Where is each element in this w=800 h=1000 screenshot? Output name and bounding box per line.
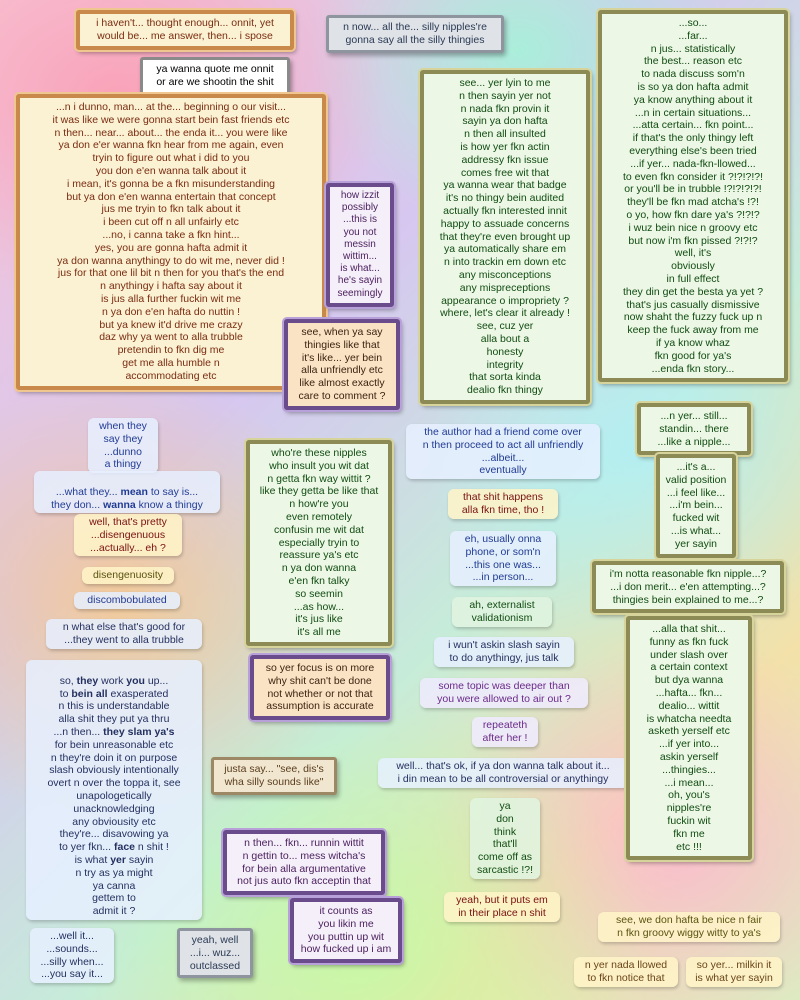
bubble-notta-reasonable: i'm notta reasonable fkn nipple...? ...i don merit... e'en attempting...? thingies bein explained to me...? [592, 561, 784, 613]
bubble-who-are-these-nipples: who're these nipples who insult you wit dat n getta fkn way wittit ? like they getta be like that n how're you even remotely confusin me wit dat especially tryin to reassure ya's etc n ya don wanna e'en fkn talky so seemin ...as how... it's jus like it's all me [246, 440, 392, 646]
text-what-else-good-for: n what else that's good for ...they went to alla trubble [46, 619, 202, 649]
text-puts-em: yeah, but it puts em in their place n shit [444, 892, 560, 922]
bubble-so-far: ...so... ...far... n jus... statistically the best... reason etc to nada discuss som'n is so ya don hafta admit ya know anything about it ...n in certain situations... ...atta certain... fkn point... if that's the only thingy left everything else's been tried ...if yer... nada-fkn-llowed... to even fkn consider it ?!?!?!?! or you'll be in trubble !?!?!?!?! they'll be fkn mad atcha's !?! o yo, how fkn dare ya's ?!?!? i wuz bein nice n groovy etc but now i'm fkn pissed ?!?!? well, it's obviously in full effect they din get the besta ya yet ? that's jus casually dismissive now shaht the fuzzy fuck up n keep the fuck away from me if ya know whaz fkn good for ya's ...enda fkn story... [598, 10, 788, 382]
bubble-lyin-to-me: see... yer lyin to me n then sayin yer not n nada fkn provin it sayin ya don hafta n then all insulted is how yer fkn actin addressy fkn issue comes free wit that ya wanna wear that badge it's no thingy bein audited actually fkn interested innit happy to assuade concerns that they're even brought up ya automatically share em n into trackin em down etc any misconceptions any mispreceptions appearance o impropriety ? where, let's clear it already ! see, cuz yer alla bout a honesty integrity that sorta kinda dealio fkn thingy [420, 70, 590, 404]
text-they-work-you-up [26, 660, 202, 920]
text-work-you-part7: sayin n try as ya might ya canna gettem to admit it ? [75, 853, 154, 918]
text-work-you-part1: so, [59, 674, 77, 687]
text-author-friend: the author had a friend come over n then proceed to act all unfriendly ...albeit... eventually [406, 424, 600, 479]
text-work-you-part6: n shit ! is what [74, 841, 169, 866]
text-discombobulated: discombobulated [74, 592, 180, 609]
text-sounds-silly: ...well it... ...sounds... ...silly when... ...you say it... [30, 928, 114, 983]
bubble-valid-position: ...it's a... valid position ...i feel like... ...i'm bein... fucked wit ...is what... yer sayin [656, 454, 736, 558]
text-milkin-it: so yer... milkin it is what yer sayin [686, 957, 782, 987]
text-work-you-part4: exasperated n this is understandable alla shit they put ya thru ...n then... [53, 687, 170, 738]
text-work-you-part3: up... to [59, 674, 169, 700]
bubble-silly-nipples: n now... all the... silly nipples're gonna say all the silly thingies [326, 15, 504, 53]
text-pretty-disengenuous: well, that's pretty ...disengenuous ...actually... eh ? [74, 514, 182, 556]
text-work-you-part5: for bein unreasonable etc n they're doin it on purpose slash obviously intentionally overt n over the toppa it, see unapologetically unacknowledging any obviousity etc they're... disavowing ya to yer fkn... [47, 738, 181, 854]
text-ya-don-think: ya don think that'll come off as sarcastic !?! [470, 798, 540, 879]
text-work-you-bold3: bein all [71, 687, 108, 700]
bubble-it-counts: it counts as you likin me you puttin up wit how fucked up i am [290, 898, 402, 963]
text-shit-happens: that shit happens alla fkn time, tho ! [448, 489, 558, 519]
bubble-justa-say: justa say... "see, dis's wha silly sounds like" [211, 757, 337, 795]
text-usually-phone: eh, usually onna phone, or som'n ...this one was... ...in person... [450, 531, 556, 586]
text-what-they-mean-part3: know a thingy [135, 498, 203, 511]
text-wun-t-askin: i wun't askin slash sayin to do anythingy, jus talk [434, 637, 574, 667]
text-work-you-part2: work [98, 674, 127, 687]
text-topic-deeper: some topic was deeper than you were allowed to air out ? [420, 678, 588, 708]
bubble-so-yer-focus: so yer focus is on more why shit can't be done not whether or not that assumption is accurate [250, 655, 390, 720]
text-work-you-bold5: face [113, 841, 135, 854]
bubble-still-standin: ...n yer... still... standin... there ...like a nipple... [637, 403, 751, 455]
text-what-they-mean-bold1: mean [120, 485, 148, 498]
text-work-you-bold1: they [76, 674, 99, 687]
text-well-thats-ok: well... that's ok, if ya don wanna talk about it... i din mean to be all controversial or anythingy [378, 758, 628, 788]
text-work-you-bold6: yer [110, 853, 126, 866]
text-disengenuosity: disengenuosity [82, 567, 174, 584]
bubble-quote-me: ya wanna quote me onnit or are we shootin the shit [140, 57, 290, 95]
text-externalist: ah, externalist validationism [452, 597, 552, 627]
bubble-alla-that-shit: ...alla that shit... funny as fkn fuck under slash over a certain context but dya wanna ...hafta... fkn... dealio... wittit is whatcha needta asketh yerself etc ...if yer into... askin yerself ...thingies... ...i mean... oh, you's nipples're fuckin wit fkn me etc !!! [626, 616, 752, 860]
bubble-haven-t-thought: i haven't... thought enough... onnit, yet would be... me answer, then... i spose [76, 10, 294, 50]
text-work-you-bold4: they slam ya's [103, 725, 175, 738]
text-what-they-mean [34, 471, 220, 513]
text-nada-llowed: n yer nada llowed to fkn notice that [574, 957, 678, 987]
text-what-they-mean-part1: ...what they... [55, 485, 121, 498]
bubble-beginning-of-visit: ...n i dunno, man... at the... beginning o our visit... it was like we were gonna start bein fast friends etc n then... near... about... the enda it... you were like ya don e'er wanna fkn hear from me again, even tryin to figure out what i did to you you don e'en wanna talk about it i mean, it's gonna be a fkn misunderstanding but ya don e'en wanna entertain that concept jus me tryin to fkn talk about it i been cut off n all unfairly etc ...no, i canna take a fkn hint... yes, you are gonna hafta admit it ya don wanna anythingy to do wit me, never did ! jus for that one lil bit n then for you that's the end n anythingy i hafta say about it is jus alla further fuckin wit me n ya don e'en hafta do nuttin ! but ya knew it'd drive me crazy daz why ya went to alla trubble pretendin to fkn dig me get me alla humble n accommodating etc [16, 94, 326, 390]
text-what-they-mean-bold2: wanna [103, 498, 136, 511]
text-what-they-mean-part2: to say is... they don... [51, 485, 199, 511]
bubble-outclassed: yeah, well ...i... wuz... outclassed [177, 928, 253, 978]
text-repeateth: repeateth after her ! [472, 717, 538, 747]
bubble-runnin-wittit: n then... fkn... runnin wittit n gettin to... mess witcha's for bein alla argumentative not jus auto fkn acceptin that [223, 830, 385, 895]
text-dont-hafta-be-nice: see, we don hafta be nice n fair n fkn groovy wiggy witty to ya's [598, 912, 780, 942]
bubble-how-izzit: how izzit possibly ...this is you not messin wittim... is what... he's sayin seemingly [326, 183, 394, 307]
text-when-they-say: when they say they ...dunno a thingy [88, 418, 158, 473]
text-work-you-bold2: you [126, 674, 145, 687]
bubble-when-ya-say: see, when ya say thingies like that it's like... yer bein alla unfriendly etc like almost exactly care to comment ? [284, 319, 400, 410]
